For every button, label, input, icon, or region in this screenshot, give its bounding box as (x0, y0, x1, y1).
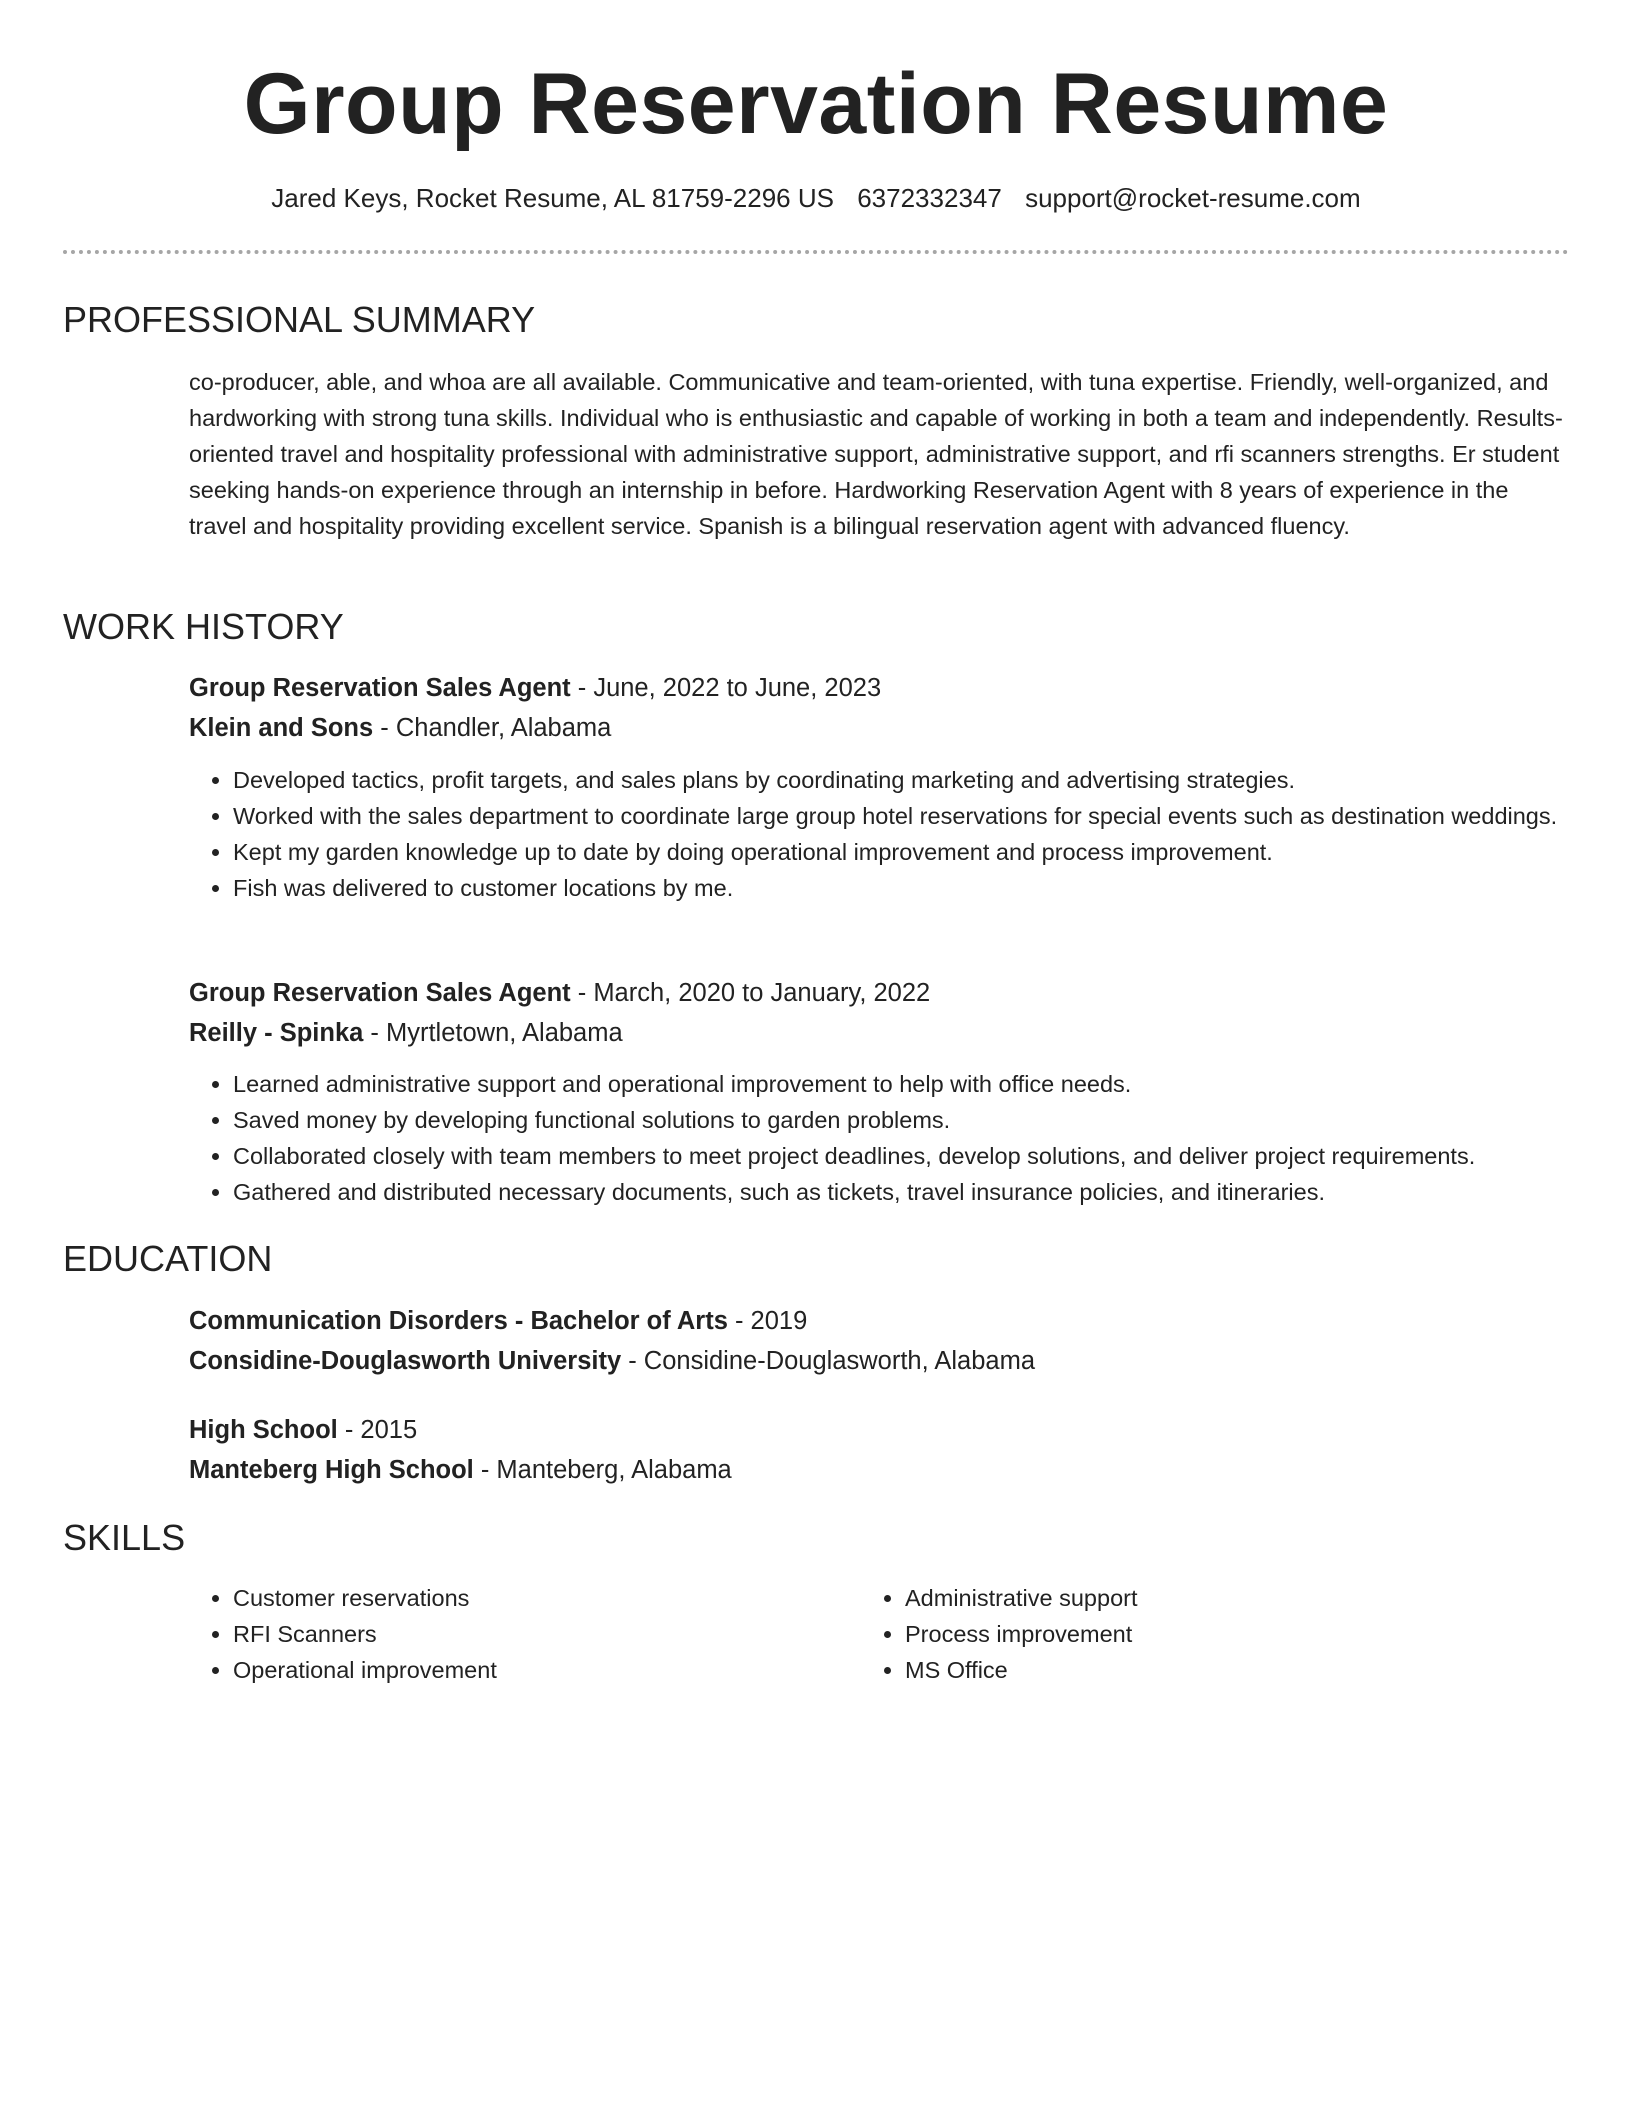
work-entry-1 (189, 668, 1569, 748)
contact-line (0, 180, 1632, 216)
skill-item: • MS Office (905, 1652, 1605, 1688)
school-location: - Considine-Douglasworth, Alabama (621, 1347, 1036, 1375)
list-item: • Fish was delivered to customer locations by me. (233, 870, 1613, 906)
skill-item: • Administrative support (905, 1580, 1605, 1616)
job-title: Group Reservation Sales Agent (189, 674, 571, 702)
company-location: - Myrtletown, Alabama (363, 1019, 623, 1047)
list-item: • Learned administrative support and operational improvement to help with office needs. (233, 1066, 1613, 1102)
list-item: • Kept my garden knowledge up to date by doing operational improvement and process improvement. (233, 834, 1613, 870)
header-divider (63, 250, 1569, 254)
education-entry-2-school-line (189, 1450, 1569, 1490)
skill-item: • Customer reservations (233, 1580, 853, 1616)
graduation-year: - 2019 (727, 1307, 808, 1335)
resume-title: Group Reservation Resume (243, 56, 1389, 152)
degree: High School (189, 1416, 338, 1444)
contact-email: support@rocket-resume.com (1025, 183, 1361, 213)
section-title-work: WORK HISTORY (63, 606, 344, 647)
work-entry-2-company-line (189, 1013, 1569, 1053)
education-entry-2-degree-line (189, 1410, 1569, 1450)
work-entry-2-bullets (189, 1066, 1613, 1210)
company-name: Reilly - Spinka (189, 1019, 364, 1047)
education-entry-1-degree-line (189, 1301, 1569, 1341)
skills-list-left (189, 1580, 853, 1688)
job-dates: - March, 2020 to January, 2022 (570, 979, 931, 1007)
skill-item: • Process improvement (905, 1616, 1605, 1652)
education-entry-2 (189, 1410, 1569, 1490)
school-location: - Manteberg, Alabama (473, 1456, 732, 1484)
list-item: • Saved money by developing functional solutions to garden problems. (233, 1102, 1613, 1138)
section-title-skills: SKILLS (63, 1517, 186, 1558)
school-name: Considine-Douglasworth University (189, 1347, 622, 1375)
section-title-education: EDUCATION (63, 1238, 273, 1279)
summary-text: co-producer, able, and whoa are all available. Communicative and team-oriented, with tuna expertise. Friendly, well-organized, and hardworking with strong tuna skills. Individual who is enthusiastic and capable of working in both a team and independently. Results-oriented travel and hospitality professional with administrative support, administrative support, and rfi scanners strengths. Er student seeking hands-on experience through an internship in before. Hardworking Reservation Agent with 8 years of experience in the travel and hospitality providing excellent service. Spanish is a bilingual reservation agent with advanced fluency. (189, 369, 1563, 539)
company-name: Klein and Sons (189, 714, 374, 742)
work-entry-1-bullets (189, 762, 1613, 906)
job-title: Group Reservation Sales Agent (189, 979, 571, 1007)
skills-list-right (861, 1580, 1605, 1688)
section-title-summary: PROFESSIONAL SUMMARY (63, 299, 536, 340)
list-item: • Worked with the sales department to coordinate large group hotel reservations for special events such as destination weddings. (233, 798, 1613, 834)
contact-address: Jared Keys, Rocket Resume, AL 81759-2296 US (271, 183, 834, 213)
contact-phone: 6372332347 (857, 183, 1002, 213)
education-entry-1-school-line (189, 1341, 1569, 1381)
work-entry-1-company-line (189, 708, 1569, 748)
list-item: • Developed tactics, profit targets, and sales plans by coordinating marketing and advertising strategies. (233, 762, 1613, 798)
work-entry-1-title-line (189, 668, 1569, 708)
school-name: Manteberg High School (189, 1456, 474, 1484)
work-entry-2-title-line (189, 973, 1569, 1013)
graduation-year: - 2015 (337, 1416, 418, 1444)
list-item: • Collaborated closely with team members to meet project deadlines, develop solutions, and deliver project requirements. (233, 1138, 1613, 1174)
company-location: - Chandler, Alabama (373, 714, 612, 742)
degree: Communication Disorders - Bachelor of Arts (189, 1307, 728, 1335)
work-entry-2 (189, 973, 1569, 1053)
skill-item: • Operational improvement (233, 1652, 853, 1688)
skill-item: • RFI Scanners (233, 1616, 853, 1652)
education-entry-1 (189, 1301, 1569, 1381)
job-dates: - June, 2022 to June, 2023 (570, 674, 882, 702)
list-item: • Gathered and distributed necessary documents, such as tickets, travel insurance policies, and itineraries. (233, 1174, 1613, 1210)
